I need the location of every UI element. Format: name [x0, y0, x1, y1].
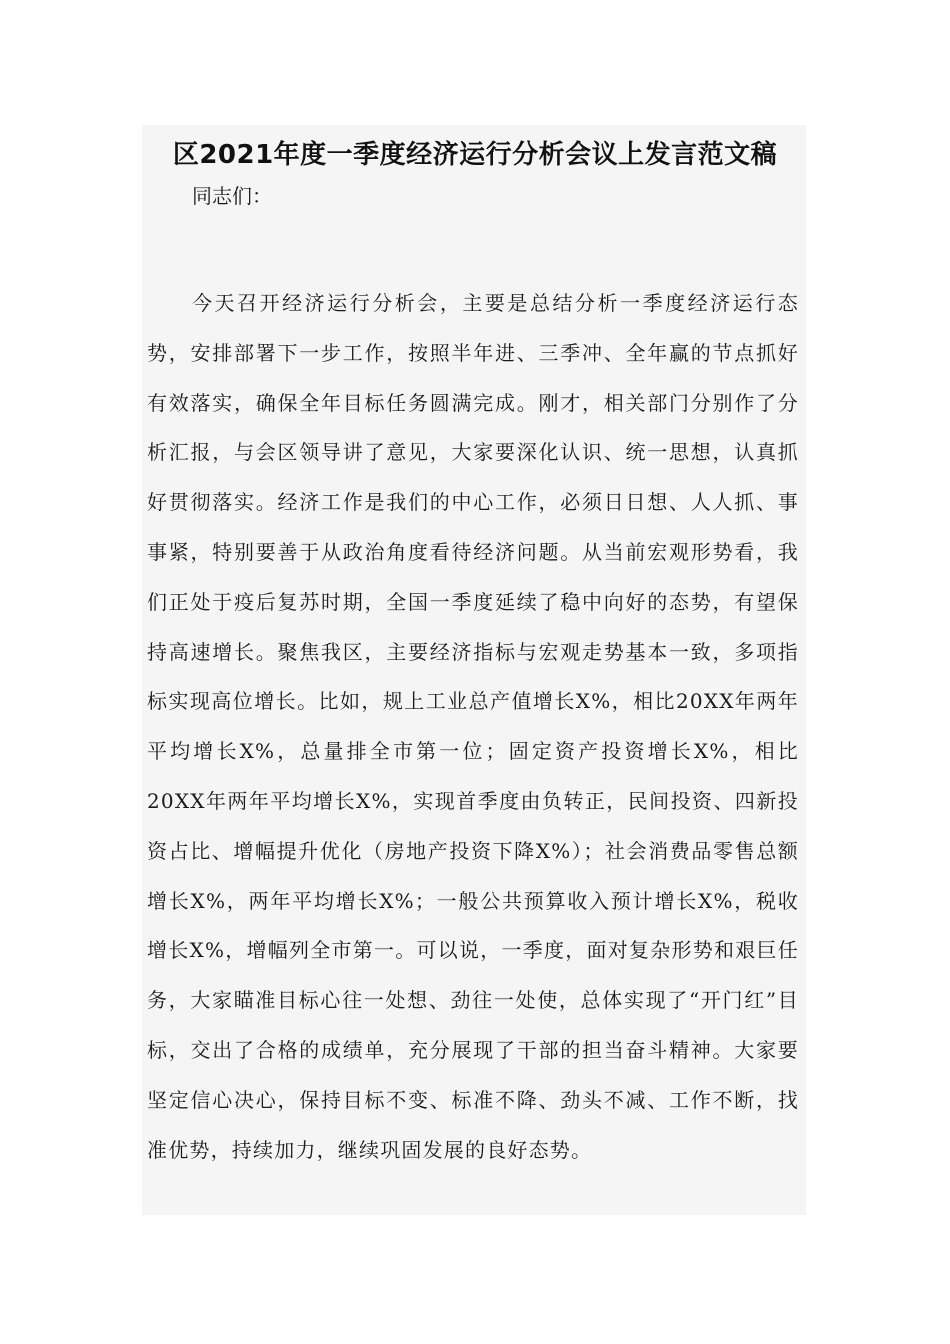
salutation: 同志们：: [192, 184, 272, 208]
document-title: 区2021年度一季度经济运行分析会议上发言范文稿: [172, 140, 778, 170]
body-paragraph: 今天召开经济运行分析会，主要是总结分析一季度经济运行态势，安排部署下一步工作，按照半年进、三季冲、全年赢的节点抓好有效落实，确保全年目标任务圆满完成。刚才，相关部门分别作了分析汇报，与会区领导讲了意见，大家要深化认识、统一思想，认真抓好贯彻落实。经济工作是我们的中心工作，必须日日想、人人抓、事事紧，特别要善于从政治角度看待经济问题。从当前宏观形势看，我们正处于疫后复苏时期，全国一季度延续了稳中向好的态势，有望保持高速增长。聚焦我区，主要经济指标与宏观走势基本一致，多项指标实现高位增长。比如，规上工业总产值增长X%，相比20XX年两年平均增长X%，总量排全市第一位；固定资产投资增长X%，相比20XX年两年平均增长X%，实现首季度由负转正，民间投资、四新投资占比、增幅提升优化（房地产投资下降X%）；社会消费品零售总额增长X%，两年平均增长X%；一般公共预算收入预计增长X%，税收增长X%，增幅列全市第一。可以说，一季度，面对复杂形势和艰巨任务，大家瞄准目标心往一处想、劲往一处使，总体实现了“开门红”目标，交出了合格的成绩单，充分展现了干部的担当奋斗精神。大家要坚定信心决心，保持目标不变、标准不降、劲头不减、工作不断，找准优势，持续加力，继续巩固发展的良好态势。: [147, 291, 799, 1162]
